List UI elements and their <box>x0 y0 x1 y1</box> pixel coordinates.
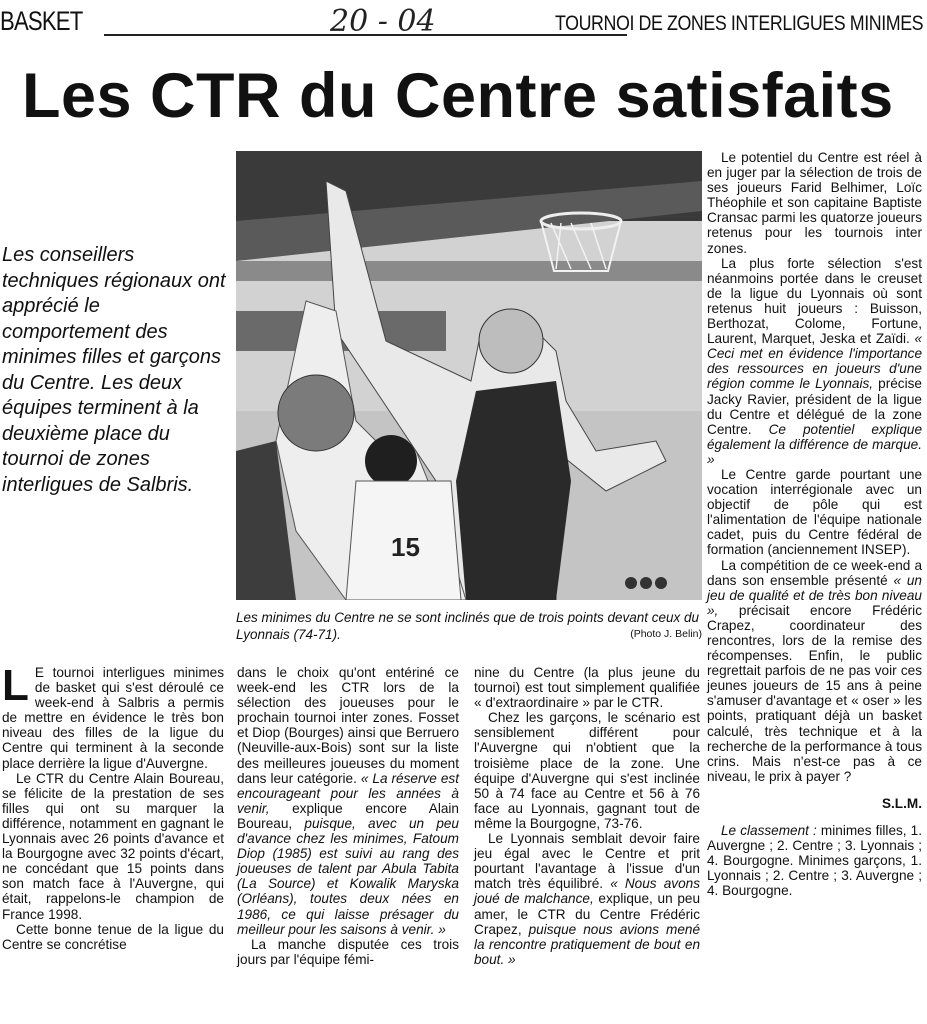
quote-text: « La réserve est encourageant pour les années à venir, <box>237 770 459 816</box>
paragraph <box>2 661 224 771</box>
headline: Les CTR du Centre satisfaits <box>22 61 894 131</box>
quote-text: puisque, avec un peu d'avance chez les minimes, Fatoum Diop (1985) est suivi au rang des joueuses de talent par Abula Tabita (La Source) et Kowalik Maryska (Orléans), toutes deux nées en 1986, ce qui laisse présager du meilleur pour les saisons à venir. » <box>237 815 459 937</box>
paragraph-text: explique encore Alain Boureau, <box>237 800 459 831</box>
quote-text: Ce potentiel explique également la différence de marque. » <box>707 421 923 467</box>
caption-text: Les minimes du Centre ne se sont inclinés que de trois points devant ceux du Lyonnais (74-71). <box>236 610 700 642</box>
section-rubric: BASKET <box>0 6 83 36</box>
results-label: Le classement : <box>721 823 817 839</box>
quote-text: puisque nous avions mené la rencontre pratiquement de bout en bout. » <box>474 921 701 967</box>
paragraph-text: E tournoi interligues minimes de basket qui s'est déroulé ce week-end à Salbris a permis de mettre en évidence le très bon niveau des filles de la ligue du Centre qui terminent à la seconde place derrière la ligue d'Auvergne. <box>2 665 224 771</box>
drop-cap: L <box>2 661 29 710</box>
paragraph: Chez les garçons, le scénario est sensiblement différent pour l'Auvergne qui n'obtient que la troisième place de la zone. Une équipe d'Auvergne qui s'est inclinée 50 à 74 face au Centre et 56 à 76 face au Lyonnais, gagnant tout de même la Bourgogne, 73-76. <box>474 710 700 831</box>
author-signature: S.L.M. <box>881 795 922 811</box>
photo-caption <box>236 609 702 643</box>
paragraph <box>237 665 459 937</box>
paragraph-text: La compétition de ce week-end a dans son ensemble présenté <box>707 557 922 588</box>
paragraph <box>707 558 922 784</box>
handwritten-date: 20 - 04 <box>330 4 436 39</box>
paragraph: La manche disputée ces trois jours par l'équipe fémi- <box>237 936 459 967</box>
quote-text: « Nous avons joué de malchance, <box>474 876 700 907</box>
paragraph <box>474 831 700 967</box>
lede: Les conseillers techniques régionaux ont apprécié le comportement des minimes filles et garçons du Centre. Les deux équipes terminent à la deuxième place du tournoi de zones interligues de Salbris. <box>2 244 226 496</box>
paragraph-text: Le Lyonnais semblait devoir faire jeu égal avec le Centre et prit pourtant l'avantage à l'issue d'un match très équilibré. <box>474 831 700 892</box>
paragraph-text: explique, un peu amer, le CTR du Centre Frédéric Crapez, <box>474 891 701 937</box>
photo-credit: (Photo J. Belin) <box>630 628 702 640</box>
results-text: minimes filles, 1. Auvergne ; 2. Centre ; 3. Lyonnais ; 4. Bourgogne. Minimes garçons, 1. Lyonnais ; 2. Centre ; 3. Auvergne ; 4. Bourgogne. <box>707 823 922 899</box>
paragraph-text: précisait encore Frédéric Crapez, coordinateur des rencontres, lors de la remise des récompenses. Enfin, le public regrettait parfois de ne pas voir ces jeunes joueurs de 15 ans à peine s'amuser d'avantage et « oser » les points, pratiquant déjà un basket calculé, très technique et à la recherche de la performance à tous crins. Mais n'est-ce pas à ce niveau, le prix à payer ? <box>707 602 922 784</box>
paragraph-text: La plus forte sélection s'est néanmoins portée dans le creuset de la ligue du Lyonnais où sont retenus huit joueurs : Buisson, Berthozat, Colome, Fortune, Laurent, Marquet, Jeska et Zaïdi. <box>707 255 922 347</box>
paragraph-text: dans le choix qu'ont entériné ce week-end les CTR lors de la sélection des joueuses pour le prochain tournoi inter zones. Fosset et Diop (Bourges) ainsi que Berruero (Neuville-aux-Bois) sont sur la liste des meilleures joueuses du moment dans leur catégorie. <box>237 665 459 786</box>
paragraph <box>707 256 922 467</box>
paragraph: Cette bonne tenue de la ligue du Centre se concrétise <box>2 921 224 952</box>
paragraph: nine du Centre (la plus jeune du tournoi) est tout simplement qualifiée « d'extraordinaire » par le CTR. <box>474 665 700 711</box>
results-paragraph <box>707 823 922 898</box>
article-column-4 <box>707 150 922 899</box>
article-column-2 <box>237 665 459 967</box>
paragraph: Le Centre garde pourtant une vocation interrégionale avec un objectif de pôle qui est l'alimentation de l'équipe nationale cadet, puis du Centre fédéral de formation (anciennement INSEP). <box>707 466 922 558</box>
quote-text: « un jeu de qualité et de très bon niveau », <box>707 572 922 618</box>
paragraph: Le CTR du Centre Alain Boureau, se félicite de la prestation de ses filles qui ont su marquer la différence, notamment en gagnant le Lyonnais avec 26 points d'avance et la Bourgogne avec 32 points d'écart, ne concédant que 15 points dans son match face à l'Auvergne, qui était, rappelons-le champion de France 1998. <box>2 770 224 922</box>
paragraph: Le potentiel du Centre est réel à en juger par la sélection de trois de ses joueurs Farid Belhimer, Loïc Théophile et son capitaine Baptiste Cransac parmi les quatorze joueurs retenus pour les tournois inter zones. <box>707 150 922 256</box>
basketball-photo <box>236 151 702 600</box>
section-title: TOURNOI DE ZONES INTERLIGUES MINIMES <box>554 12 923 35</box>
article-column-1 <box>2 661 224 952</box>
article-column-3 <box>474 665 700 967</box>
basketball-photo-illustration <box>236 151 702 600</box>
jersey-number: 15 <box>391 532 420 562</box>
quote-text: « Ceci met en évidence l'importance des ressources en joueurs d'une région comme le Lyonnais, <box>707 331 922 392</box>
paragraph-text: précise Jacky Ravier, président de la ligue du Centre et délégué de la zone Centre. <box>707 376 922 437</box>
